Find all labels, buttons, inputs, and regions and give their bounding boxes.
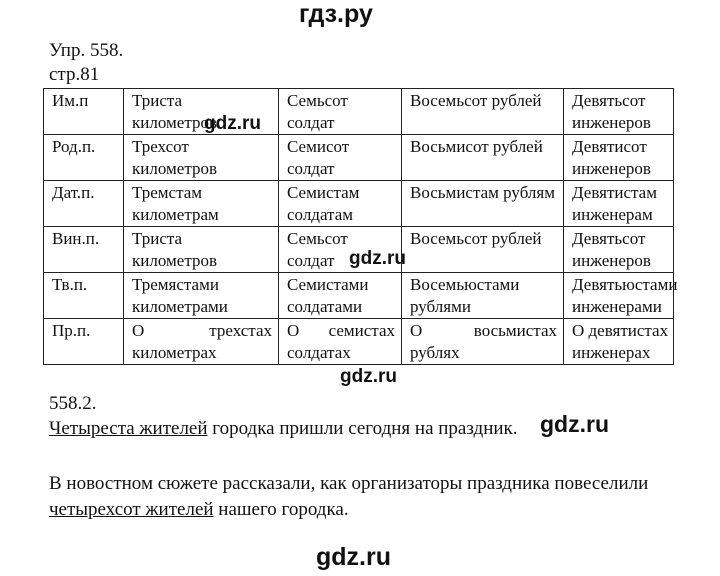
cell-text: Триста <box>132 229 183 248</box>
cell-text: солдатами <box>287 297 363 316</box>
cell-text: О семистах <box>287 321 395 340</box>
table-cell <box>124 135 279 181</box>
case-label: Тв.п. <box>44 273 124 319</box>
table-cell <box>564 273 678 319</box>
table-cell <box>124 273 279 319</box>
table-cell <box>564 319 674 365</box>
table-cell <box>124 319 279 365</box>
sentence-1-rest: городка пришли сегодня на праздник. <box>207 418 518 439</box>
table-row <box>44 181 674 227</box>
cell-text: километрам <box>132 205 219 224</box>
cell-text: километров <box>132 113 217 132</box>
cell-text: Восемьсот рублей <box>410 229 542 248</box>
exercise-title: Упр. 558. <box>49 40 124 61</box>
cell-text: солдат <box>287 113 335 132</box>
case-label: Дат.п. <box>44 181 124 227</box>
cell-text: Семистами <box>287 275 369 294</box>
table-cell <box>564 89 674 135</box>
table-cell <box>402 181 564 227</box>
table-cell <box>279 273 402 319</box>
cell-text: Восемьюстами <box>410 275 520 294</box>
case-label: Род.п. <box>44 135 124 181</box>
table-cell <box>279 319 402 365</box>
cell-text: Тремястами <box>132 275 219 294</box>
table-cell <box>402 89 564 135</box>
cell-text: инженеров <box>572 159 651 178</box>
table-cell <box>279 89 402 135</box>
cell-text: Девятьюстами <box>572 275 678 294</box>
watermark-inline: gdz.ru <box>340 366 397 387</box>
cell-text: Восьмистам рублям <box>410 183 555 202</box>
cell-text: километрах <box>132 343 217 362</box>
underlined-subject: Четыреста жителей <box>49 418 208 439</box>
cell-text: рублях <box>410 343 460 362</box>
case-label: Вин.п. <box>44 227 124 273</box>
cell-text: солдатам <box>287 205 353 224</box>
cell-text: Тремстам <box>132 183 203 202</box>
table-row <box>44 273 674 319</box>
cell-text: Восьмисот рублей <box>410 137 543 156</box>
cell-text: километров <box>132 159 217 178</box>
cell-text: Семьсот <box>287 229 348 248</box>
cell-text: рублями <box>410 297 471 316</box>
case-label: Пр.п. <box>44 319 124 365</box>
cell-text: О девятистах <box>572 321 669 340</box>
table-row <box>44 89 674 135</box>
cell-text: Трехсот <box>132 137 189 156</box>
table-row <box>44 135 674 181</box>
cell-text: инженерами <box>572 297 662 316</box>
cell-text: инженерам <box>572 205 653 224</box>
table-cell <box>124 181 279 227</box>
cell-text: Семистам <box>287 183 360 202</box>
watermark-inline: gdz.ru <box>540 411 609 437</box>
table-cell <box>124 227 279 273</box>
cell-text: Девятьсот <box>572 229 646 248</box>
watermark-top: гдз.ру <box>299 0 373 28</box>
declension-table <box>43 88 678 365</box>
cell-text: километрами <box>132 297 228 316</box>
watermark-inline: gdz.ru <box>204 113 261 134</box>
section-number: 558.2. <box>49 393 97 414</box>
table-cell <box>564 227 674 273</box>
cell-text: инженерах <box>572 343 651 362</box>
watermark-bottom: gdz.ru <box>316 543 391 571</box>
sentence-1 <box>49 416 518 442</box>
table-cell <box>564 181 674 227</box>
table-cell <box>402 227 564 273</box>
cell-text: Девятьсот <box>572 91 646 110</box>
cell-text: Восемьсот рублей <box>410 91 542 110</box>
cell-text: Девятистам <box>572 183 657 202</box>
cell-text: Триста <box>132 91 183 110</box>
cell-text: О восьмистах <box>410 321 557 340</box>
table-cell <box>402 319 564 365</box>
page-number: стр.81 <box>49 64 100 85</box>
table-cell <box>279 181 402 227</box>
cell-text: О трехстах <box>132 321 272 340</box>
table-cell <box>279 135 402 181</box>
table-row <box>44 319 674 365</box>
cell-text: километров <box>132 251 217 270</box>
underlined-object: четырехсот жителей <box>49 499 214 520</box>
cell-text: инженеров <box>572 251 651 270</box>
cell-text: Семисот <box>287 137 350 156</box>
cell-text: инженеров <box>572 113 651 132</box>
cell-text: солдат <box>287 251 335 270</box>
cell-text: солдат <box>287 159 335 178</box>
sentence-2 <box>49 471 689 523</box>
table-cell <box>402 135 564 181</box>
cell-text: Девятисот <box>572 137 647 156</box>
cell-text: солдатах <box>287 343 351 362</box>
sentence-2-end: нашего городка. <box>213 499 349 520</box>
table-cell <box>402 273 564 319</box>
watermark-inline: gdz.ru <box>349 248 406 269</box>
sentence-2-start: В новостном сюжете рассказали, как организаторы праздника повеселили <box>49 473 649 494</box>
cell-text: Семьсот <box>287 91 348 110</box>
table-cell <box>564 135 674 181</box>
case-label: Им.п <box>44 89 124 135</box>
